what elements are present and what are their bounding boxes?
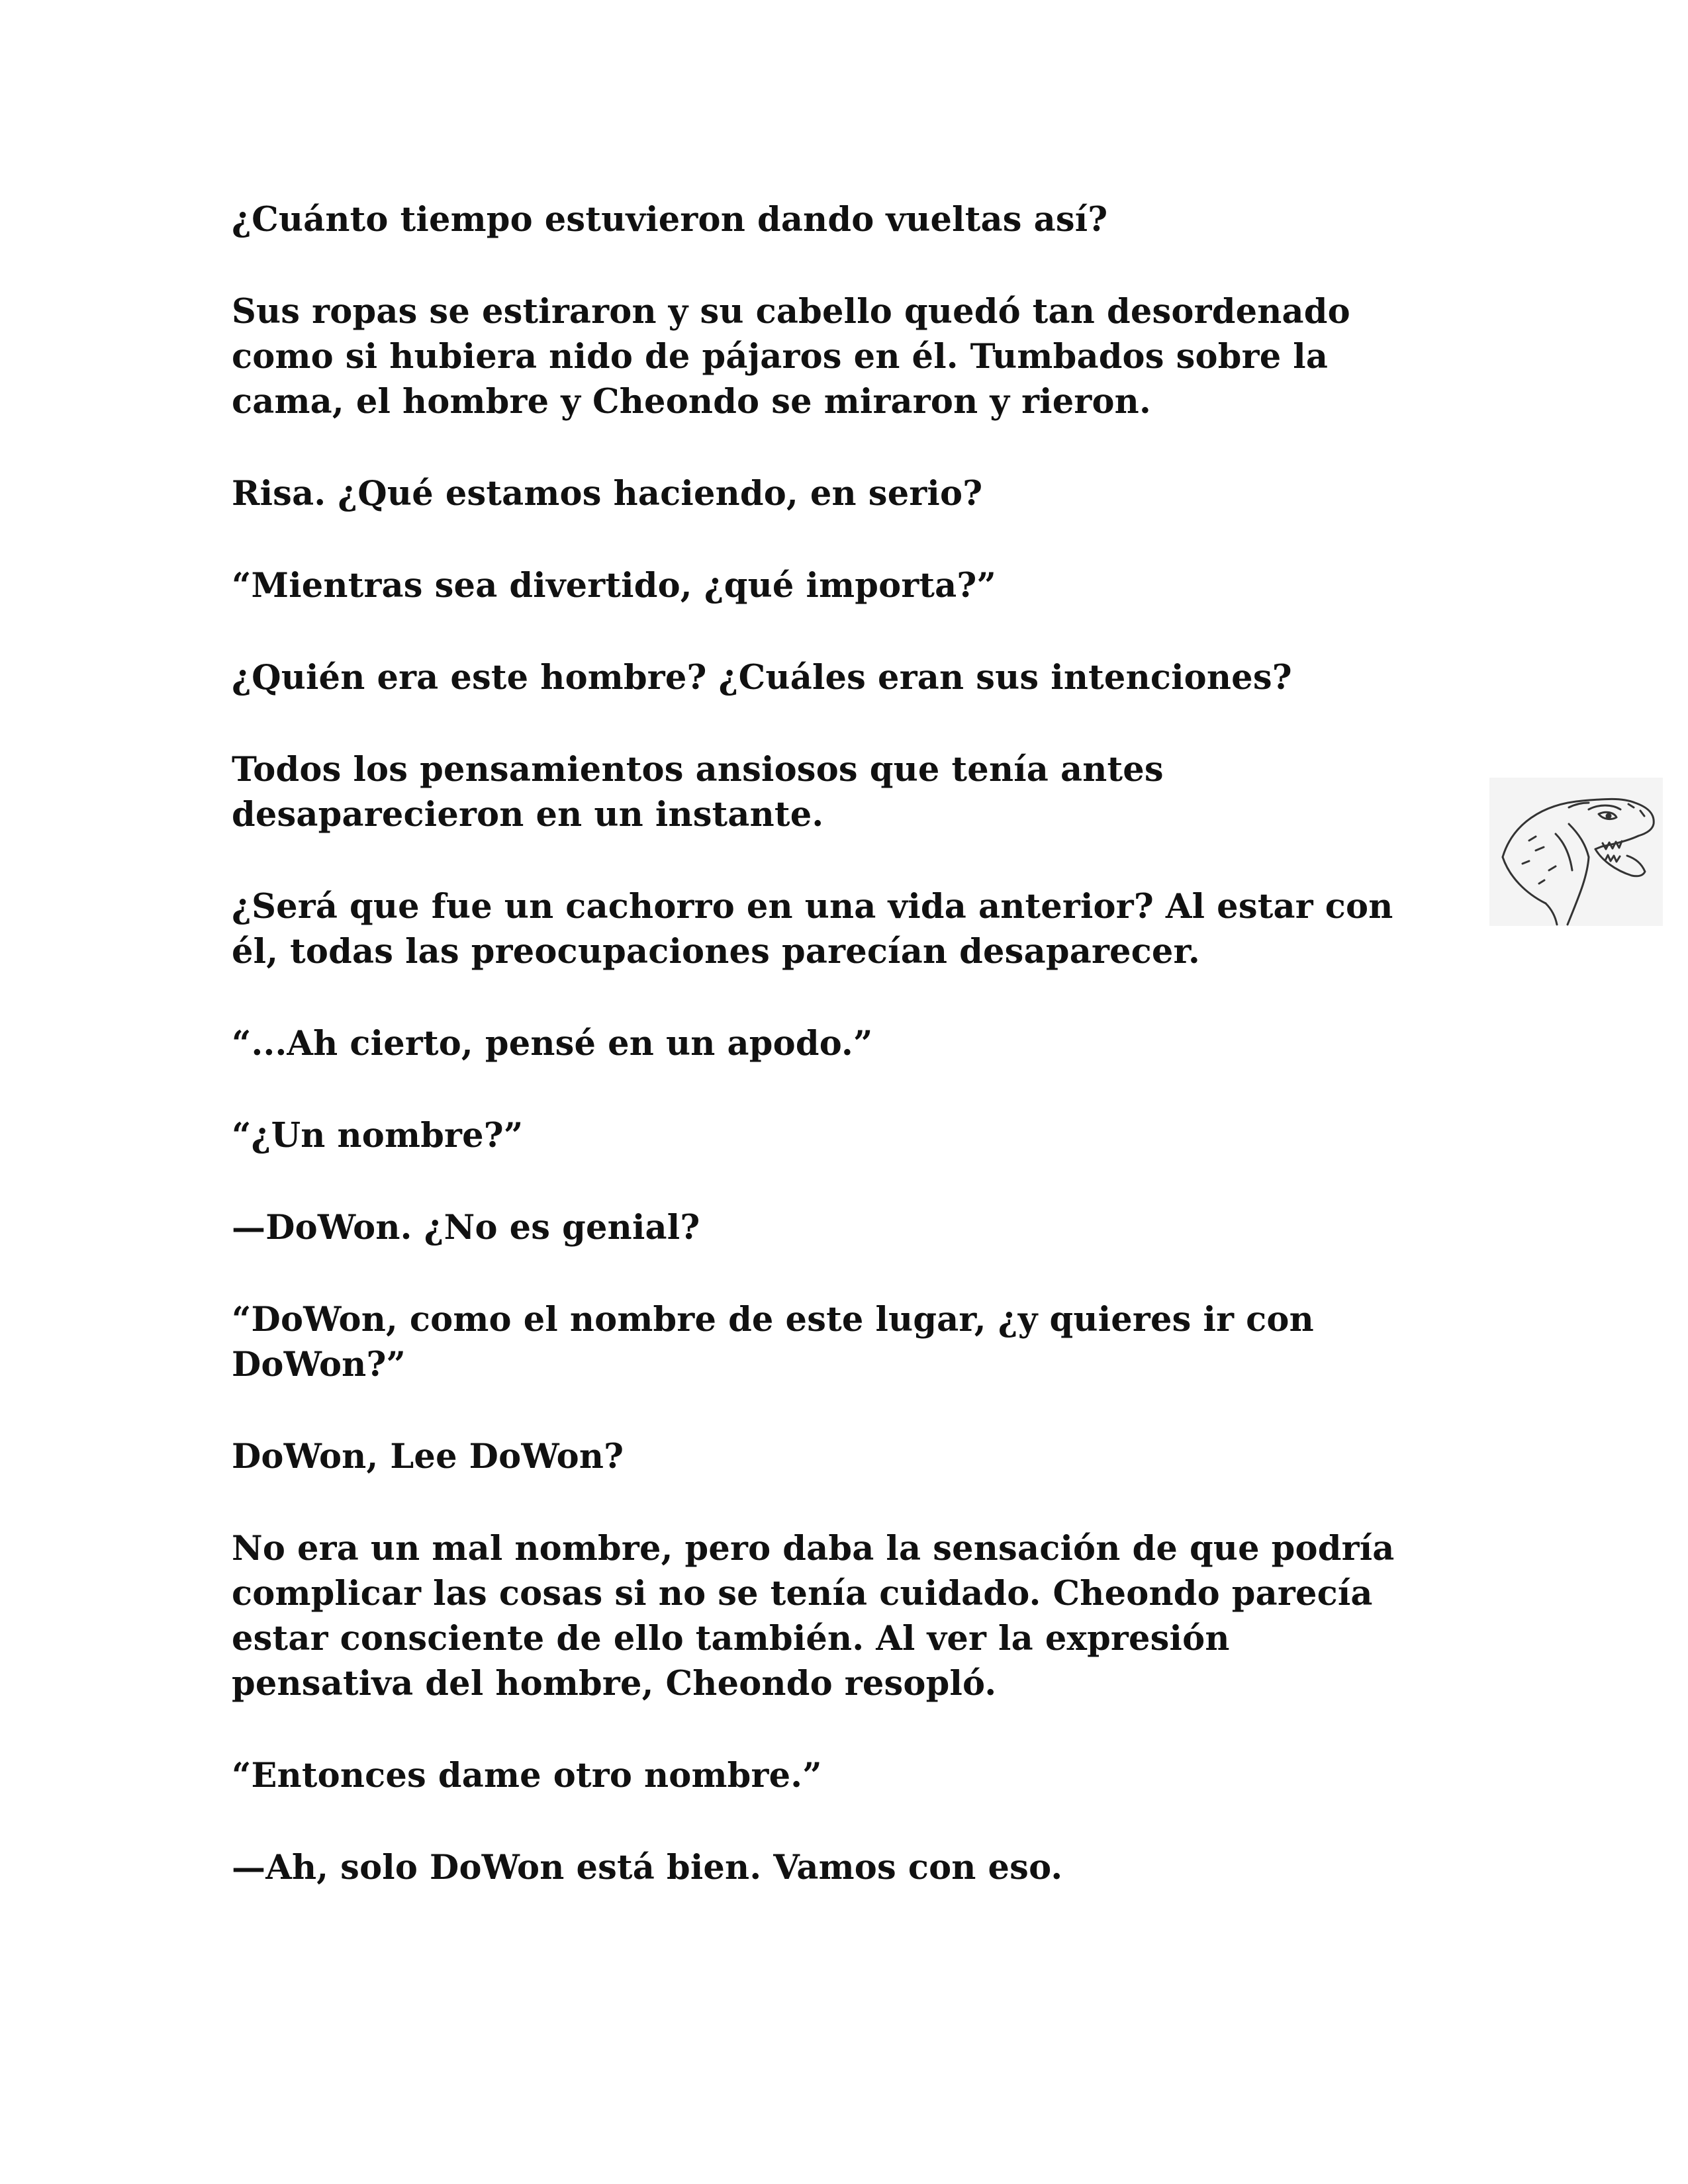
text-line: desaparecieron en un instante. — [232, 795, 824, 835]
text-line: Risa. ¿Qué estamos haciendo, en serio? — [232, 474, 983, 514]
text-line: DoWon?” — [232, 1345, 406, 1385]
text-line: Sus ropas se estiraron y su cabello quedó tan desordenado — [232, 292, 1350, 332]
text-line: complicar las cosas si no se tenía cuidado. Cheondo parecía — [232, 1574, 1373, 1614]
paragraph — [232, 197, 1456, 242]
paragraph — [232, 1753, 1456, 1798]
paragraph — [232, 655, 1456, 700]
text-line: estar consciente de ello también. Al ver la expresión — [232, 1619, 1230, 1659]
text-line: como si hubiera nido de pájaros en él. Tumbados sobre la — [232, 337, 1329, 377]
text-line: Todos los pensamientos ansiosos que tenía antes — [232, 750, 1164, 790]
paragraph — [232, 289, 1456, 424]
text-line: ¿Quién era este hombre? ¿Cuáles eran sus intenciones? — [232, 658, 1292, 698]
text-line: cama, el hombre y Cheondo se miraron y rieron. — [232, 382, 1151, 422]
text-line: “Mientras sea divertido, ¿qué importa?” — [232, 566, 997, 606]
text-line: DoWon, Lee DoWon? — [232, 1437, 624, 1477]
text-line: ¿Cuánto tiempo estuvieron dando vueltas así? — [232, 200, 1108, 240]
text-line: “DoWon, como el nombre de este lugar, ¿y quieres ir con — [232, 1300, 1314, 1340]
paragraph — [232, 1434, 1456, 1479]
text-line: “Entonces dame otro nombre.” — [232, 1756, 822, 1796]
paragraph — [232, 563, 1456, 608]
story-text — [232, 197, 1456, 1937]
paragraph — [232, 884, 1456, 974]
text-line: ¿Será que fue un cachorro en una vida anterior? Al estar con — [232, 887, 1393, 927]
text-line: pensativa del hombre, Cheondo resopló. — [232, 1664, 997, 1704]
paragraph — [232, 1845, 1456, 1890]
text-line: “...Ah cierto, pensé en un apodo.” — [232, 1024, 873, 1064]
paragraph — [232, 747, 1456, 837]
dinosaur-head-sketch-icon — [1489, 778, 1663, 926]
text-line: —DoWon. ¿No es genial? — [232, 1208, 700, 1248]
paragraph — [232, 1113, 1456, 1158]
paragraph — [232, 1021, 1456, 1066]
paragraph — [232, 1526, 1456, 1706]
paragraph — [232, 1297, 1456, 1387]
dinosaur-watermark — [1489, 778, 1663, 926]
text-line: él, todas las preocupaciones parecían desaparecer. — [232, 932, 1200, 972]
paragraph — [232, 1205, 1456, 1250]
text-line: “¿Un nombre?” — [232, 1116, 524, 1156]
paragraph — [232, 471, 1456, 516]
text-line: —Ah, solo DoWon está bien. Vamos con eso. — [232, 1848, 1063, 1888]
text-line: No era un mal nombre, pero daba la sensación de que podría — [232, 1529, 1395, 1569]
